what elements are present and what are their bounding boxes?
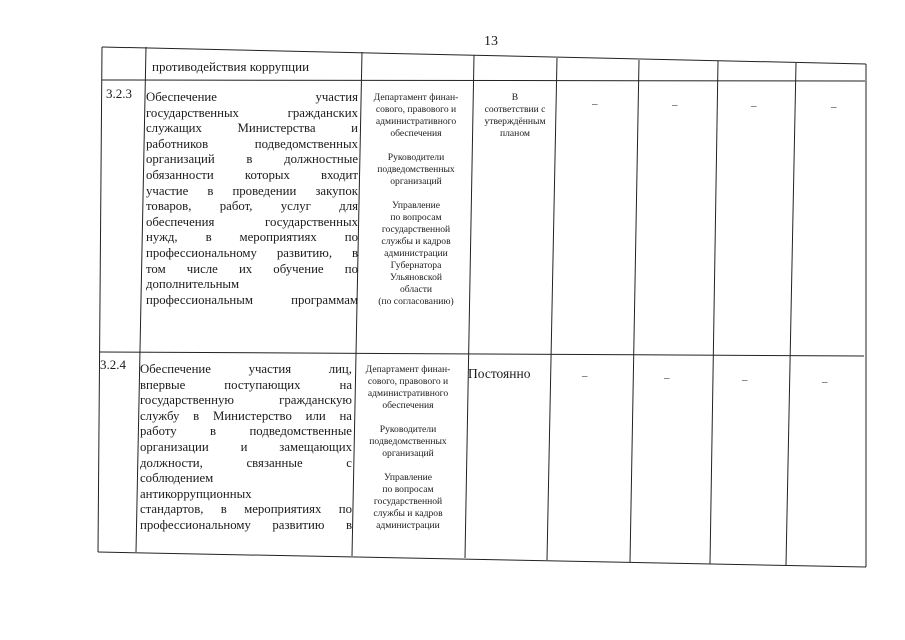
row-term <box>468 366 548 382</box>
description-line: впервые поступающих на <box>140 377 352 392</box>
responsible-line: государственной <box>373 496 443 507</box>
description-line: государственных гражданских <box>146 105 358 120</box>
responsible-line: (по согласованию) <box>378 296 454 307</box>
description-line: службу в Министерство или на <box>140 408 352 423</box>
responsible-line: административного <box>367 388 449 399</box>
description-line: профессиональным программам <box>146 292 358 307</box>
row-border <box>100 352 864 356</box>
description-line: обязанности которых входит <box>146 167 358 182</box>
description-line: товаров, работ, услуг для <box>146 199 358 214</box>
description-line: Обеспечение участия <box>146 90 358 104</box>
page-number: 13 <box>484 34 498 49</box>
value-cell: – <box>822 376 828 388</box>
responsible-line: по вопросам <box>390 212 442 223</box>
responsible-line: по вопросам <box>382 484 434 495</box>
description-line: обеспечения государственных <box>146 214 358 229</box>
row-border <box>102 80 865 81</box>
responsible-line: Управление <box>391 200 441 211</box>
responsible-line: Губернатора <box>390 260 442 271</box>
term-line: утверждённым <box>484 116 546 127</box>
responsible-line: сового, правового и <box>367 376 449 387</box>
description-line: антикоррупционных <box>140 486 252 501</box>
row-description <box>146 90 358 308</box>
responsible-line: Руководители <box>387 152 445 163</box>
row-term <box>474 92 556 140</box>
table-bottom-border <box>98 552 866 567</box>
responsible-line: службы и кадров <box>373 508 443 519</box>
row-number: 3.2.4 <box>100 357 126 372</box>
description-line: соблюдением <box>140 471 214 486</box>
description-line: том числе их обучение по <box>146 261 358 276</box>
responsible-line: Управление <box>383 472 433 483</box>
responsible-line: административного <box>375 116 457 127</box>
value-cell: – <box>672 99 678 111</box>
description-line: профессиональному развитию, в <box>146 245 358 260</box>
description-line: организаций в должностные <box>146 152 358 167</box>
responsible-line: обеспечения <box>390 128 442 139</box>
responsible-line: организаций <box>390 176 442 187</box>
row-number: 3.2.3 <box>106 86 132 101</box>
description-line: Обеспечение участия лиц, <box>140 362 352 376</box>
description-line: должности, связанные с <box>140 455 352 470</box>
responsible-line: службы и кадров <box>381 236 451 247</box>
description-line: нужд, в мероприятиях по <box>146 230 358 245</box>
col-border <box>98 47 102 552</box>
value-cell: – <box>831 101 837 113</box>
term-line: Постоянно <box>468 366 531 381</box>
responsible-line: администрации <box>376 520 440 531</box>
top-row-text: противодействия коррупции <box>152 59 310 74</box>
responsible-line: Руководители <box>379 424 437 435</box>
description-line: профессиональному развитию в <box>140 517 352 532</box>
responsible-line: организаций <box>382 448 434 459</box>
term-line: В <box>511 92 519 103</box>
responsible-line: обеспечения <box>382 400 434 411</box>
responsible-line: администрации <box>384 248 448 259</box>
description-line: работу в подведомственные <box>140 424 352 439</box>
responsible-line: Департамент финан- <box>365 364 451 375</box>
description-line: стандартов, в мероприятиях по <box>140 502 352 517</box>
responsible-line: Департамент финан- <box>373 92 459 103</box>
responsible-line: области <box>399 284 433 295</box>
col-border <box>630 60 639 562</box>
value-cell: – <box>592 98 598 110</box>
description-line: дополнительным <box>146 277 240 292</box>
value-cell: – <box>664 372 670 384</box>
value-cell: – <box>582 370 588 382</box>
term-line: соответствии с <box>484 104 546 115</box>
description-line: организации и замещающих <box>140 439 352 454</box>
value-cell: – <box>742 374 748 386</box>
row-responsible <box>362 92 470 308</box>
col-border <box>710 61 718 564</box>
responsible-line: подведомственных <box>377 164 455 175</box>
col-border <box>786 63 796 565</box>
description-line: служащих Министерства и <box>146 121 358 136</box>
responsible-line: государственной <box>381 224 451 235</box>
row-description <box>140 362 352 534</box>
value-cell: – <box>751 100 757 112</box>
description-line: участие в проведении закупок <box>146 183 358 198</box>
responsible-line: сового, правового и <box>375 104 457 115</box>
term-line: планом <box>500 128 530 139</box>
row-responsible <box>354 364 462 532</box>
responsible-line: Ульяновской <box>389 272 443 283</box>
description-line: работников подведомственных <box>146 136 358 151</box>
description-line: государственную гражданскую <box>140 393 352 408</box>
responsible-line: подведомственных <box>369 436 447 447</box>
